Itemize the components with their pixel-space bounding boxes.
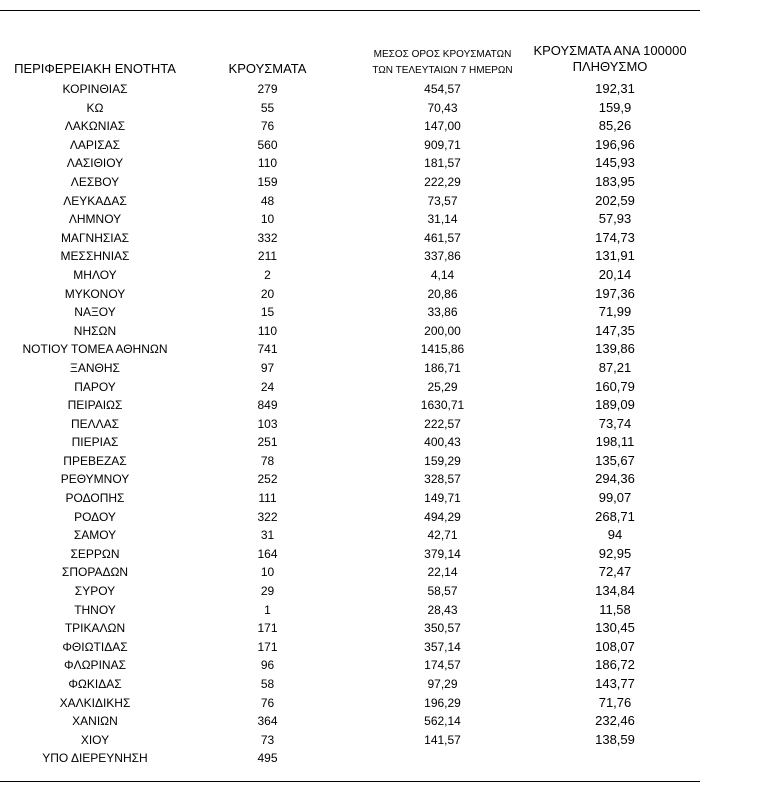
per100k-cell: 145,93 — [595, 155, 635, 171]
avg7-cell: 4,14 — [430, 267, 455, 282]
per100k-cell: 186,72 — [595, 657, 635, 673]
region-cell: ΛΑΚΩΝΙΑΣ — [64, 119, 126, 134]
per100k-cell: 198,11 — [595, 434, 635, 450]
table-row — [0, 675, 700, 694]
per100k-cell: 138,59 — [595, 731, 635, 747]
cases-cell: 24 — [260, 379, 275, 394]
avg7-cell: 58,57 — [427, 584, 458, 599]
avg7-cell: 22,14 — [427, 565, 458, 580]
region-cell: ΝΑΞΟΥ — [74, 305, 116, 320]
table-row — [0, 117, 700, 136]
header-per100k-line1: ΚΡΟΥΣΜΑΤΑ ΑΝΑ 100000 — [533, 43, 687, 58]
per100k-cell: 130,45 — [595, 620, 635, 636]
per100k-cell: 87,21 — [598, 359, 632, 375]
region-cell: ΠΡΕΒΕΖΑΣ — [63, 453, 127, 468]
table-row — [0, 378, 700, 397]
per100k-cell: 183,95 — [595, 173, 635, 189]
region-cell: ΧΑΝΙΩΝ — [72, 714, 118, 729]
cases-cell: 364 — [257, 714, 278, 729]
region-cell: ΡΟΔΟΠΗΣ — [65, 491, 125, 506]
avg7-cell: 42,71 — [427, 528, 458, 543]
per100k-cell: 196,96 — [595, 136, 635, 152]
cases-cell: 741 — [257, 342, 278, 357]
cases-cell: 31 — [260, 528, 275, 543]
cases-cell: 15 — [260, 305, 275, 320]
region-cell: ΣΥΡΟΥ — [74, 584, 116, 599]
header-avg7-line2: ΤΩΝ ΤΕΛΕΥΤΑΙΩΝ 7 ΗΜΕΡΩΝ — [372, 65, 513, 76]
avg7-cell: 73,57 — [427, 193, 458, 208]
avg7-cell: 25,29 — [427, 379, 458, 394]
per100k-cell: 134,84 — [595, 583, 635, 599]
region-cell: ΣΠΟΡΑΔΩΝ — [61, 565, 129, 580]
table-row — [0, 452, 700, 471]
avg7-cell: 454,57 — [424, 82, 461, 96]
bottom-rule — [0, 781, 700, 782]
table-row — [0, 731, 700, 750]
cases-cell: 251 — [257, 435, 278, 450]
header-region: ΠΕΡΙΦΕΡΕΙΑΚΗ ΕΝΟΤΗΤΑ — [14, 61, 176, 76]
table-row — [0, 563, 700, 582]
table-row — [0, 173, 700, 192]
table-row — [0, 508, 700, 527]
region-cell: ΛΗΜΝΟΥ — [68, 212, 122, 227]
cases-cell: 10 — [260, 565, 275, 580]
cases-cell: 279 — [257, 82, 278, 96]
avg7-cell: 200,00 — [424, 323, 461, 338]
avg7-cell: 357,14 — [424, 639, 461, 654]
table-row — [0, 303, 700, 322]
avg7-cell: 562,14 — [424, 714, 461, 729]
cases-cell: 10 — [260, 212, 275, 227]
region-cell: ΡΕΘΥΜΝΟΥ — [60, 472, 130, 487]
avg7-cell: 149,71 — [424, 491, 461, 506]
per100k-cell: 131,91 — [595, 248, 635, 264]
region-cell: ΠΕΛΛΑΣ — [70, 416, 120, 431]
per100k-cell: 189,09 — [595, 397, 635, 413]
top-rule — [0, 10, 700, 11]
per100k-cell: 73,74 — [598, 415, 632, 431]
table-row — [0, 285, 700, 304]
region-cell: ΡΟΔΟΥ — [74, 509, 116, 524]
cases-cell: 495 — [257, 751, 278, 766]
avg7-cell: 196,29 — [424, 695, 461, 710]
avg7-cell: 494,29 — [424, 509, 461, 524]
table-row — [0, 749, 700, 768]
avg7-cell: 379,14 — [424, 546, 461, 561]
per100k-cell: 11,58 — [599, 601, 631, 617]
avg7-cell: 181,57 — [424, 156, 461, 171]
cases-cell: 164 — [257, 546, 278, 561]
region-cell: ΥΠΟ ΔΙΕΡΕΥΝΗΣΗ — [42, 751, 148, 766]
cases-cell: 76 — [260, 119, 275, 134]
cases-cell: 332 — [257, 230, 278, 245]
per100k-cell: 160,79 — [595, 378, 635, 394]
header-per100k-line2: ΠΛΗΘΥΣΜΟ — [572, 59, 648, 74]
region-cell: ΞΑΝΘΗΣ — [70, 360, 120, 375]
per100k-cell: 135,67 — [595, 452, 635, 468]
header-avg7 — [345, 47, 540, 79]
avg7-cell: 186,71 — [424, 360, 461, 375]
avg7-cell: 1630,71 — [420, 398, 465, 413]
per100k-cell: 92,95 — [598, 545, 632, 561]
per100k-cell: 108,07 — [595, 638, 635, 654]
avg7-cell: 97,29 — [427, 677, 458, 691]
cases-cell: 58 — [260, 677, 275, 691]
table-row — [0, 656, 700, 675]
region-cell: ΜΕΣΣΗΝΙΑΣ — [60, 249, 130, 264]
cases-cell: 252 — [257, 472, 278, 487]
per100k-cell: 202,59 — [595, 192, 635, 208]
per100k-cell: 85,26 — [598, 118, 632, 134]
region-cell: ΤΡΙΚΑΛΩΝ — [64, 621, 126, 636]
cases-cell: 29 — [260, 584, 275, 599]
table-row — [0, 712, 700, 731]
region-cell: ΚΟΡΙΝΘΙΑΣ — [62, 82, 128, 96]
table-body — [0, 80, 700, 768]
region-cell: ΦΘΙΩΤΙΔΑΣ — [62, 639, 128, 654]
region-cell: ΣΑΜΟΥ — [73, 528, 117, 543]
table-row — [0, 80, 700, 99]
per100k-cell: 71,76 — [598, 694, 632, 710]
per100k-cell: 197,36 — [595, 285, 635, 301]
region-cell: ΧΑΛΚΙΔΙΚΗΣ — [59, 695, 131, 710]
table-row — [0, 322, 700, 341]
per100k-cell: 268,71 — [595, 508, 635, 524]
region-cell: ΜΗΛΟΥ — [73, 267, 117, 282]
table-row — [0, 359, 700, 378]
per100k-cell: 139,86 — [595, 341, 635, 357]
cases-cell: 211 — [257, 249, 278, 264]
per100k-cell: 71,99 — [598, 304, 632, 320]
avg7-cell: 350,57 — [424, 621, 461, 636]
table-row — [0, 545, 700, 564]
per100k-cell: 72,47 — [598, 564, 632, 580]
cases-cell: 1 — [264, 602, 271, 617]
table-row — [0, 415, 700, 434]
avg7-cell: 31,14 — [427, 212, 458, 227]
cases-cell: 20 — [260, 286, 275, 301]
region-cell: ΣΕΡΡΩΝ — [70, 546, 120, 561]
table-row — [0, 192, 700, 211]
cases-cell: 48 — [260, 193, 275, 208]
table-row — [0, 266, 700, 285]
table-row — [0, 489, 700, 508]
avg7-cell: 222,29 — [424, 174, 461, 189]
per100k-cell: 143,77 — [595, 676, 635, 691]
table-row — [0, 154, 700, 173]
cases-cell: 849 — [257, 398, 278, 413]
region-cell: ΛΑΣΙΘΙΟΥ — [66, 156, 124, 171]
cases-cell: 322 — [257, 509, 278, 524]
region-cell: ΠΙΕΡΙΑΣ — [71, 435, 119, 450]
table-row — [0, 247, 700, 266]
table-row — [0, 470, 700, 489]
avg7-cell: 28,43 — [427, 602, 458, 617]
avg7-cell: 147,00 — [424, 119, 461, 134]
per100k-cell: 159,9 — [598, 99, 632, 115]
per100k-cell: 192,31 — [595, 81, 635, 96]
cases-cell: 103 — [257, 416, 278, 431]
avg7-cell: 159,29 — [424, 453, 461, 468]
avg7-cell: 337,86 — [424, 249, 461, 264]
table-row — [0, 433, 700, 452]
header-avg7-line1: ΜΕΣΟΣ ΟΡΟΣ ΚΡΟΥΣΜΑΤΩΝ — [373, 49, 512, 60]
per100k-cell: 20,14 — [598, 266, 632, 282]
cases-cell: 171 — [257, 639, 278, 654]
per100k-cell: 57,93 — [598, 211, 632, 227]
per100k-cell: 94 — [607, 527, 623, 543]
table-row — [0, 229, 700, 248]
table-row — [0, 526, 700, 545]
avg7-cell: 909,71 — [424, 137, 461, 152]
cases-cell: 111 — [258, 491, 277, 506]
table-row — [0, 136, 700, 155]
cases-cell: 78 — [260, 453, 275, 468]
region-cell: ΠΕΙΡΑΙΩΣ — [67, 398, 123, 413]
table-row — [0, 619, 700, 638]
region-cell: ΜΑΓΝΗΣΙΑΣ — [60, 230, 130, 245]
per100k-cell: 147,35 — [595, 322, 635, 338]
table-row — [0, 396, 700, 415]
header-per100k — [520, 43, 700, 75]
region-cell: ΦΛΩΡΙΝΑΣ — [64, 658, 126, 673]
cases-cell: 110 — [257, 156, 278, 171]
region-cell: ΚΩ — [86, 100, 104, 115]
cases-cell: 97 — [260, 360, 275, 375]
region-cell: ΦΩΚΙΔΑΣ — [68, 677, 122, 691]
cases-cell: 73 — [260, 732, 275, 747]
region-cell: ΜΥΚΟΝΟΥ — [64, 286, 126, 301]
avg7-cell: 400,43 — [424, 435, 461, 450]
cases-cell: 159 — [257, 174, 278, 189]
table-row — [0, 340, 700, 359]
avg7-cell: 141,57 — [424, 732, 461, 747]
cases-cell: 2 — [264, 267, 271, 282]
per100k-cell: 99,07 — [598, 490, 632, 506]
per100k-cell: 174,73 — [595, 229, 635, 245]
cases-cell: 55 — [260, 100, 275, 115]
region-cell: ΛΕΥΚΑΔΑΣ — [63, 193, 127, 208]
table-row — [0, 99, 700, 118]
avg7-cell: 174,57 — [424, 658, 461, 673]
header-cases: ΚΡΟΥΣΜΑΤΑ — [228, 61, 307, 76]
cases-cell: 110 — [257, 323, 278, 338]
region-cell: ΤΗΝΟΥ — [74, 602, 116, 617]
cases-cell: 560 — [257, 137, 278, 152]
cases-cell: 76 — [260, 695, 275, 710]
region-cell: ΛΕΣΒΟΥ — [70, 174, 120, 189]
avg7-cell: 33,86 — [427, 305, 458, 320]
cases-cell: 171 — [257, 621, 278, 636]
region-cell: ΠΑΡΟΥ — [74, 379, 116, 394]
table-row — [0, 638, 700, 657]
table-row — [0, 601, 700, 620]
avg7-cell: 461,57 — [424, 230, 461, 245]
table-row — [0, 210, 700, 229]
region-cell: ΝΗΣΩΝ — [73, 323, 117, 338]
region-cell: ΧΙΟΥ — [80, 732, 110, 747]
avg7-cell: 328,57 — [424, 472, 461, 487]
per100k-cell: 294,36 — [595, 471, 635, 487]
avg7-cell: 70,43 — [427, 100, 458, 115]
region-cell: ΝΟΤΙΟΥ ΤΟΜΕΑ ΑΘΗΝΩΝ — [22, 342, 168, 357]
avg7-cell: 20,86 — [427, 286, 458, 301]
per100k-cell: 232,46 — [595, 713, 635, 729]
avg7-cell: 1415,86 — [420, 342, 465, 357]
avg7-cell: 222,57 — [424, 416, 461, 431]
table-row — [0, 694, 700, 713]
region-cell: ΛΑΡΙΣΑΣ — [69, 137, 121, 152]
table-header — [0, 36, 700, 80]
cases-cell: 96 — [260, 658, 275, 673]
table-row — [0, 582, 700, 601]
